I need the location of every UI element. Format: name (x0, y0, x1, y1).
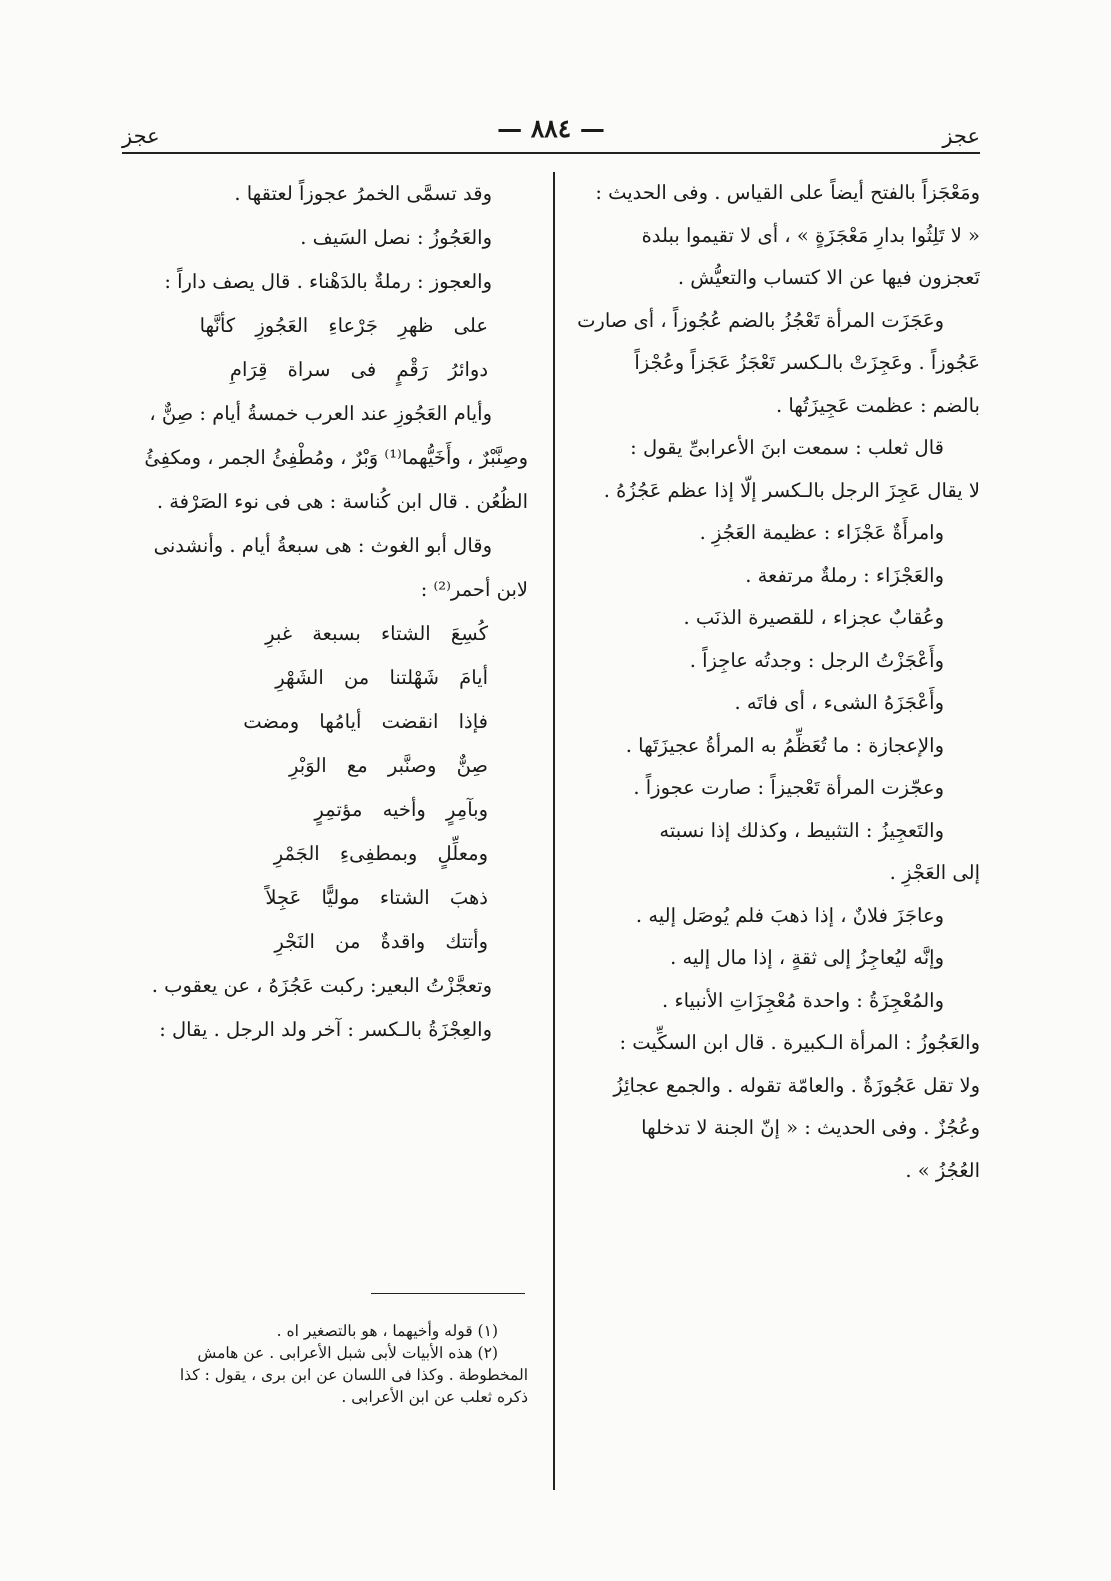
text-line: « لا تَلِثُوا بدارِ مَعْجَزَةٍ » ، أى لا تقيموا ببلدة (641, 223, 980, 247)
text-line: عَجُوزاً . وعَجِزَتْ بالـكسر تَعْجَزُ عَجَزاً وعُجْزاً (634, 351, 980, 374)
text-line: العُجُزُ » . (905, 1158, 980, 1182)
text-line: وأتتك واقدةٌ من النَجْرِ (274, 930, 488, 953)
text-line: وقال أبو الغوث : هى سبعةُ أيام . وأنشدنى (153, 534, 492, 557)
text-line: ومعلِّلٍ وبمطفِىءِ الجَمْرِ (273, 842, 488, 865)
page-header (122, 110, 980, 154)
text-line: وقد تسمَّى الخمرُ عجوزاً لعتقها . (234, 182, 492, 205)
text-line: والعَجْزَاء : رملةٌ مرتفعة . (745, 563, 944, 587)
footnotes (128, 1320, 528, 1408)
column-divider (553, 172, 555, 1490)
text-line: وعُجُزٌ . وفى الحديث : « إنّ الجنة لا تدخلها (641, 1116, 980, 1139)
text-line: الظُعُن . قال ابن كُناسة : هى فى نوء الصَرْفة . (156, 490, 528, 513)
text-line: كُسِعَ الشتاء بسبعة غبرِ (265, 622, 488, 645)
text-line: والعِجْزَةُ بالـكسر : آخر ولد الرجل . يقال : (159, 1018, 492, 1041)
right-column (572, 172, 980, 1192)
footnote-line: المخطوطة . وكذا فى اللسان عن ابن برى ، يقول : كذا (179, 1366, 528, 1384)
footnote-line: (٢) هذه الأبيات لأبى شبل الأعرابى . عن هامش (197, 1344, 498, 1362)
text-line: بالضم : عظمت عَجِيزَتُها . (775, 393, 980, 417)
text-line: تَعجزون فيها عن الا كتساب والتعيُّش . (677, 266, 980, 289)
footnote-line: ذكره ثعلب عن ابن الأعرابى . (341, 1388, 528, 1406)
text-line: ذهبَ الشتاء موليًّا عَجِلاً (265, 886, 488, 909)
text-line: وإنَّه ليُعاجِزُ إلى ثقةٍ ، إذا مال إليه . (670, 946, 944, 969)
left-column (128, 172, 528, 1052)
text-line: وبآمِرٍ وأخيه مؤتمِرٍ (314, 798, 488, 821)
page-number: — ٨٨٤ — (497, 114, 605, 143)
text-line: على ظهرِ جَرْعاءِ العَجُوزِ كأنَّها (199, 314, 488, 337)
text-line: ولا تقل عَجُوزَةٌ . والعامّة تقوله . والجمع عجائِزُ (613, 1073, 980, 1097)
running-head-left: عجز (122, 124, 160, 148)
text-line: إلى العَجْزِ . (889, 861, 980, 884)
text-line: وصِنَّبْرٌ ، وأَخَيُّهما⁽¹⁾ وَبْرٌ ، ومُطْفِئُ الجمر ، ومكفِئُ (144, 446, 528, 469)
text-line: وأَعْجَزَهُ الشىء ، أى فاتَه . (734, 691, 944, 714)
text-line: ومَعْجَزاً بالفتح أيضاً على القياس . وفى الحديث : (595, 181, 980, 204)
footnote-rule (371, 1293, 525, 1294)
header-rule (122, 152, 980, 154)
text-line: وعجّزت المرأة تَعْجيزاً : صارت عجوزاً . (633, 776, 944, 799)
text-line: وامرأَةٌ عَجْزَاء : عظيمة العَجُزِ . (699, 521, 944, 544)
text-line: والعَجُوزُ : المرأة الـكبيرة . قال ابن السكِّيت : (619, 1031, 980, 1054)
footnote-line: (١) قوله وأخيهما ، هو بالتصغير اه . (276, 1322, 498, 1340)
text-line: فإذا انقضت أيامُها ومضت (243, 710, 488, 733)
text-line: وعاجَزَ فلانٌ ، إذا ذهبَ فلم يُوصَل إليه . (635, 903, 944, 927)
text-line: وعَجَزَت المرأة تَعْجُزُ بالضم عُجُوزاً ، أى صارت (577, 308, 944, 332)
text-line: والعَجُوزُ : نصل السَيف . (300, 226, 492, 249)
text-line: والإعجازة : ما تُعَظِّمُ به المرأةُ عجيزَتَها . (625, 733, 944, 757)
text-line: قال ثعلب : سمعت ابنَ الأعرابىِّ يقول : (630, 436, 944, 459)
text-line: والمُعْجِزَةُ : واحدة مُعْجِزَاتِ الأنبياء . (662, 988, 944, 1012)
text-line: لابن أحمر⁽²⁾ : (420, 578, 528, 601)
text-line: وعُقابٌ عجزاء ، للقصيرة الذنَب . (683, 606, 944, 629)
text-line: دوائرُ رَقْمٍ فى سراة قِرَامِ (229, 358, 488, 381)
text-line: والعجوز : رملةٌ بالدَهْناء . قال يصف داراً : (164, 270, 492, 293)
running-head-right: عجز (942, 124, 980, 148)
text-line: وأيام العَجُوزِ عند العرب خمسةُ أيام : صِنٌّ ، (149, 402, 492, 425)
text-line: أيامَ شَهْلتنا من الشَهْرِ (275, 666, 488, 689)
text-line: وتعجَّزْتُ البعير: ركبت عَجُزَهُ ، عن يعقوب . (151, 974, 492, 997)
text-line: وأَعْجَزْتُ الرجل : وجدتُه عاجِزاً . (689, 648, 944, 672)
text-line: والتَعجِيزُ : التثبيط ، وكذلك إذا نسبته (659, 818, 944, 842)
text-line: لا يقال عَجِزَ الرجل بالـكسر إلّا إذا عظم عَجُزُهُ . (603, 478, 980, 502)
text-line: صِنٌّ وصنَّبر مع الوَبْرِ (289, 754, 488, 777)
